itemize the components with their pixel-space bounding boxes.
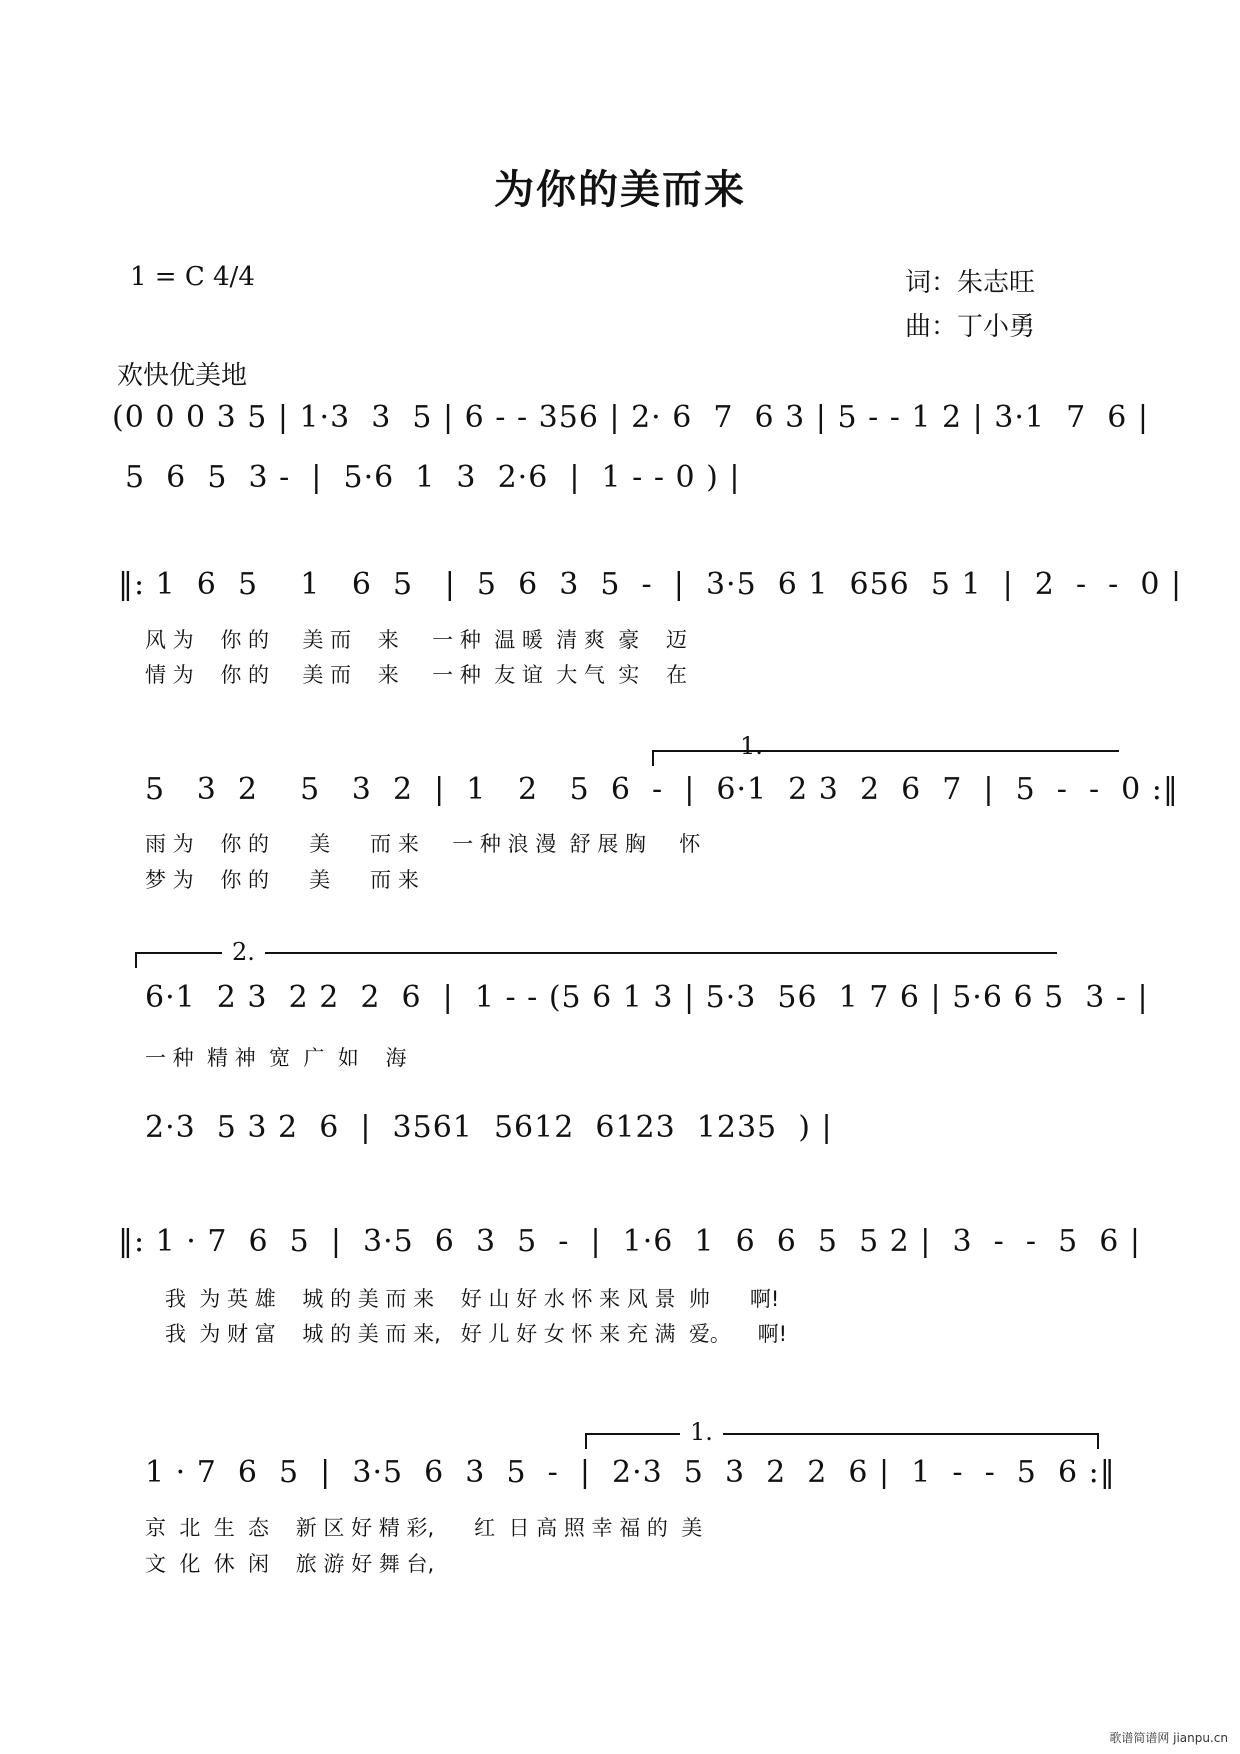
volta-bracket-2 bbox=[135, 952, 1057, 968]
key-signature: 1 = C 4/4 bbox=[130, 262, 255, 292]
score-line-5-lyric-1: 一 种 精 神 宽 广 如 海 bbox=[145, 1046, 407, 1070]
score-line-8-notes: 1 · 7 6 5 | 3·5 6 3 5 - | 2·3 5 3 2 2 6 | 1 - - 5 6 :‖ bbox=[145, 1455, 1116, 1490]
volta-number-3: 1. bbox=[680, 1418, 723, 1446]
lyricist: 词：朱志旺 bbox=[905, 268, 1036, 298]
volta-number-1: 1. bbox=[740, 732, 763, 760]
score-line-1-notes: (0 0 0 3 5 | 1·3 3 5 | 6 - - 356 | 2· 6 7 6 3 | 5 - - 1 2 | 3·1 7 6 | bbox=[112, 400, 1149, 435]
score-line-3-lyric-1: 风 为 你 的 美 而 来 一 种 温 暖 清 爽 豪 迈 bbox=[145, 628, 687, 652]
score-line-3-notes: ‖: 1 6 5 1 6 5 | 5 6 3 5 - | 3·5 6 1 656 5 1 | 2 - - 0 | bbox=[118, 567, 1183, 602]
score-line-4-lyric-1: 雨 为 你 的 美 而 来 一 种 浪 漫 舒 展 胸 怀 bbox=[145, 832, 701, 856]
score-line-5-notes: 6·1 2 3 2 2 2 6 | 1 - - (5 6 1 3 | 5·3 56 1 7 6 | 5·6 6 5 3 - | bbox=[145, 980, 1149, 1015]
score-line-6-notes: 2·3 5 3 2 6 | 3561 5612 6123 1235 ) | bbox=[145, 1110, 833, 1145]
score-line-7-lyric-2: 我 为 财 富 城 的 美 而 来, 好 儿 好 女 怀 来 充 满 爱。 啊! bbox=[165, 1322, 788, 1346]
score-line-2-notes: 5 6 5 3 - | 5·6 1 3 2·6 | 1 - - 0 ) | bbox=[125, 460, 741, 495]
site-watermark: 歌谱简谱网 jianpu.cn bbox=[1109, 1731, 1228, 1745]
volta-bracket-3 bbox=[585, 1433, 1099, 1449]
tempo-marking: 欢快优美地 bbox=[117, 361, 248, 391]
score-line-3-lyric-2: 情 为 你 的 美 而 来 一 种 友 谊 大 气 实 在 bbox=[145, 663, 687, 687]
song-title: 为你的美而来 bbox=[494, 167, 746, 213]
score-line-8-lyric-1: 京 北 生 态 新 区 好 精 彩, 红 日 高 照 幸 福 的 美 bbox=[145, 1516, 703, 1540]
score-line-8-lyric-2: 文 化 休 闲 旅 游 好 舞 台, bbox=[145, 1552, 435, 1576]
composer: 曲：丁小勇 bbox=[905, 312, 1036, 342]
volta-number-2: 2. bbox=[222, 938, 265, 966]
score-line-4-lyric-2: 梦 为 你 的 美 而 来 bbox=[145, 868, 419, 892]
score-line-7-notes: ‖: 1 · 7 6 5 | 3·5 6 3 5 - | 1·6 1 6 6 5 5 2 | 3 - - 5 6 | bbox=[118, 1224, 1141, 1259]
score-line-7-lyric-1: 我 为 英 雄 城 的 美 而 来 好 山 好 水 怀 来 风 景 帅 啊! bbox=[165, 1287, 780, 1311]
volta-bracket-1 bbox=[652, 750, 1119, 766]
score-line-4-notes: 5 3 2 5 3 2 | 1 2 5 6 - | 6·1 2 3 2 6 7 | 5 - - 0 :‖ bbox=[145, 772, 1179, 807]
